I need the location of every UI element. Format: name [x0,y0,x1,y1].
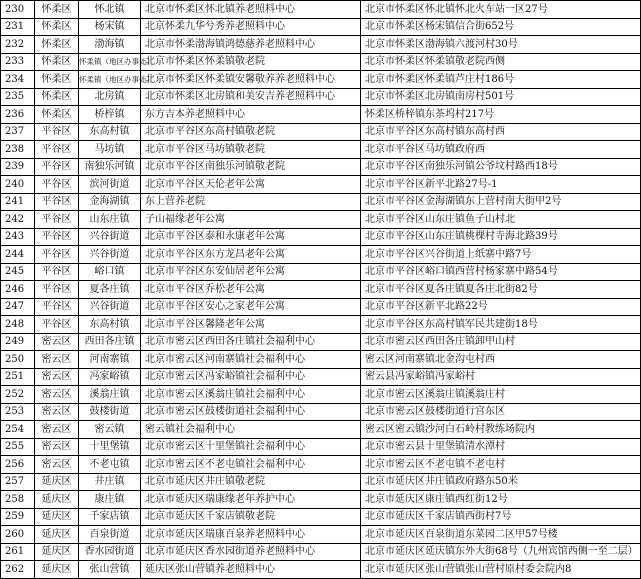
address-cell: 北京市密云区不老屯镇不老屯村 [361,456,641,474]
town-cell: 怀柔镇（地区办事处） [79,71,141,89]
town-cell: 金海湖镇 [79,193,141,211]
institution-name-cell: 北京市密云区不老屯镇社会福利中心 [141,456,361,474]
town-cell: 康庄镇 [79,491,141,509]
table-row [1,158,641,176]
table-row [1,281,641,299]
town-cell: 南独乐河镇 [79,158,141,176]
address-cell: 北京市延庆区千家店镇西街村7号 [361,508,641,526]
town-cell: 怀柔镇（地区办事处） [79,53,141,71]
district-cell: 密云区 [35,386,79,404]
institution-name-cell: 北京市密云区鼓楼街道社会福利中心 [141,403,361,421]
table-row [1,386,641,404]
town-cell: 千家店镇 [79,508,141,526]
town-cell: 峪口镇 [79,263,141,281]
row-number-cell: 254 [1,421,35,439]
institution-name-cell: 北京市平谷区南独乐河镇敬老院 [141,158,361,176]
institution-name-cell: 子山福缘老年公寓 [141,211,361,229]
table-row [1,36,641,54]
table-row [1,368,641,386]
table-row [1,228,641,246]
institution-name-cell: 北京市怀柔渤海镇鸿德慈养老照料中心 [141,36,361,54]
table-row [1,246,641,264]
district-cell: 平谷区 [35,316,79,334]
table-row [1,403,641,421]
row-number-cell: 237 [1,123,35,141]
town-cell: 东高村镇 [79,316,141,334]
district-cell: 密云区 [35,421,79,439]
row-number-cell: 257 [1,473,35,491]
row-number-cell: 233 [1,53,35,71]
town-cell: 不老屯镇 [79,456,141,474]
institution-name-cell: 北京市平谷区天伦老年公寓 [141,176,361,194]
district-cell: 延庆区 [35,473,79,491]
district-cell: 平谷区 [35,123,79,141]
row-number-cell: 260 [1,526,35,544]
address-cell: 北京市怀柔区杨宋镇信合街652号 [361,18,641,36]
institution-name-cell: 北京市平谷区安心之家老年公寓 [141,298,361,316]
district-cell: 延庆区 [35,508,79,526]
institution-name-cell: 北京市延庆区瑞康百泉养老照料中心 [141,526,361,544]
table-row [1,421,641,439]
address-cell: 北京市密云区溪翁庄镇溪翁庄村 [361,386,641,404]
address-cell: 密云区密云镇沙河白石岭村教练场院内 [361,421,641,439]
table-row [1,351,641,369]
table-row [1,211,641,229]
row-number-cell: 248 [1,316,35,334]
institution-name-cell: 北京市密云区河南寨镇社会福利中心 [141,351,361,369]
town-cell: 兴谷街道 [79,228,141,246]
row-number-cell: 241 [1,193,35,211]
town-cell: 东高村镇 [79,123,141,141]
address-cell: 北京市密云县十里堡镇清水潭村 [361,438,641,456]
row-number-cell: 240 [1,176,35,194]
address-cell: 怀柔区桥梓镇东茶坞村217号 [361,106,641,124]
row-number-cell: 247 [1,298,35,316]
institution-name-cell: 北京市密云区西田各庄镇社会福利中心 [141,333,361,351]
town-cell: 香水园街道 [79,543,141,561]
institution-name-cell: 北京市延庆区千家店镇敬老院 [141,508,361,526]
town-cell: 杨宋镇 [79,18,141,36]
town-cell: 兴谷街道 [79,298,141,316]
district-cell: 怀柔区 [35,53,79,71]
district-cell: 平谷区 [35,176,79,194]
town-cell: 井庄镇 [79,473,141,491]
district-cell: 平谷区 [35,158,79,176]
row-number-cell: 255 [1,438,35,456]
address-cell: 北京市平谷区山东庄镇桃棵村寺海北路39号 [361,228,641,246]
town-cell: 马坊镇 [79,141,141,159]
row-number-cell: 262 [1,561,35,579]
district-cell: 密云区 [35,368,79,386]
address-cell: 密云区河南寨镇北金沟屯村西 [361,351,641,369]
row-number-cell: 230 [1,1,35,19]
row-number-cell: 243 [1,228,35,246]
town-cell: 山东庄镇 [79,211,141,229]
town-cell: 怀北镇 [79,1,141,19]
table-row [1,508,641,526]
address-cell: 北京市怀柔区北房镇南房村501号 [361,88,641,106]
address-cell: 北京市平谷区东高村镇军民共建街18号 [361,316,641,334]
address-cell: 北京市延庆区康庄镇西红街12号 [361,491,641,509]
table-row [1,491,641,509]
row-number-cell: 236 [1,106,35,124]
institution-name-cell: 东上营养老院 [141,193,361,211]
address-cell: 北京市平谷区峪口镇西营村杨家寨中路54号 [361,263,641,281]
address-cell: 北京市平谷区新平北路22号 [361,298,641,316]
town-cell: 鼓楼街道 [79,403,141,421]
town-cell: 滨河街道 [79,176,141,194]
row-number-cell: 258 [1,491,35,509]
institution-name-cell: 北京市平谷区东方龙昌老年公寓 [141,246,361,264]
address-cell: 北京市怀柔区怀北镇怀北火车站一区27号 [361,1,641,19]
table-row [1,106,641,124]
institution-name-cell: 北京市怀柔区怀柔镇安馨敬养养老照料中心 [141,71,361,89]
table-row [1,561,641,579]
town-cell: 冯家峪镇 [79,368,141,386]
district-cell: 怀柔区 [35,36,79,54]
address-cell: 北京市延庆区延庆镇东外大街68号（九州宾馆西侧一至二层） [361,543,641,561]
town-cell: 兴谷街道 [79,246,141,264]
address-cell: 密云县冯家峪镇冯家峪村 [361,368,641,386]
institution-name-cell: 北京市怀柔区怀北镇养老照料中心 [141,1,361,19]
district-cell: 平谷区 [35,263,79,281]
row-number-cell: 232 [1,36,35,54]
row-number-cell: 250 [1,351,35,369]
address-cell: 北京市延庆区百泉街道东菜园二区甲57号楼 [361,526,641,544]
institution-name-cell: 北京市延庆区香水园街道养老照料中心 [141,543,361,561]
institution-name-cell: 密云镇社会福利中心 [141,421,361,439]
town-cell: 密云镇 [79,421,141,439]
institution-name-cell: 北京市平谷区乔松老年公寓 [141,281,361,299]
row-number-cell: 259 [1,508,35,526]
table-row [1,263,641,281]
district-cell: 平谷区 [35,141,79,159]
row-number-cell: 249 [1,333,35,351]
district-cell: 密云区 [35,456,79,474]
institution-name-cell: 东方吉本养老照料中心 [141,106,361,124]
row-number-cell: 261 [1,543,35,561]
institution-name-cell: 北京市延庆区井庄镇敬老院 [141,473,361,491]
table-row [1,88,641,106]
table-row [1,298,641,316]
address-cell: 北京市平谷区兴谷街道上纸寨中路7号 [361,246,641,264]
address-cell: 北京市密云区鼓楼街道行宫东区 [361,403,641,421]
town-cell: 河南寨镇 [79,351,141,369]
row-number-cell: 256 [1,456,35,474]
institution-name-cell: 延庆区张山营镇养老照料中心 [141,561,361,579]
district-cell: 密云区 [35,333,79,351]
table-row [1,543,641,561]
row-number-cell: 238 [1,141,35,159]
row-number-cell: 252 [1,386,35,404]
district-cell: 密云区 [35,403,79,421]
address-cell: 北京市密云区西田各庄镇卸甲山村 [361,333,641,351]
table-row [1,526,641,544]
institution-name-cell: 北京市平谷区东安仙居老年公寓 [141,263,361,281]
row-number-cell: 246 [1,281,35,299]
district-cell: 平谷区 [35,246,79,264]
table-body [1,1,641,579]
institution-name-cell: 北京市密云区溪翁庄镇社会福利中心 [141,386,361,404]
table-row [1,1,641,19]
institution-name-cell: 北京怀柔九华兮秀养老照料中心 [141,18,361,36]
table-row [1,123,641,141]
table-row [1,193,641,211]
row-number-cell: 234 [1,71,35,89]
address-cell: 北京市怀柔区怀柔镇芦庄村186号 [361,71,641,89]
address-cell: 北京市怀柔区渤海镇六渡河村30号 [361,36,641,54]
table-row [1,18,641,36]
institution-name-cell: 北京市延庆区瑞康缘老年养护中心 [141,491,361,509]
town-cell: 百泉街道 [79,526,141,544]
row-number-cell: 245 [1,263,35,281]
town-cell: 渤海镇 [79,36,141,54]
institution-name-cell: 北京市平谷区东高村镇敬老院 [141,123,361,141]
institution-name-cell: 北京市平谷区马坊镇敬老院 [141,141,361,159]
town-cell: 桥梓镇 [79,106,141,124]
district-cell: 延庆区 [35,543,79,561]
district-cell: 怀柔区 [35,88,79,106]
town-cell: 溪翁庄镇 [79,386,141,404]
district-cell: 怀柔区 [35,18,79,36]
district-cell: 平谷区 [35,193,79,211]
table-row [1,71,641,89]
district-cell: 平谷区 [35,228,79,246]
institution-name-cell: 北京市怀柔区北房镇和美安吉养老照料中心 [141,88,361,106]
district-cell: 延庆区 [35,526,79,544]
district-cell: 平谷区 [35,211,79,229]
district-cell: 平谷区 [35,298,79,316]
table-row [1,53,641,71]
address-cell: 北京市平谷区南独乐河镇公爷坟村路西18号 [361,158,641,176]
town-cell: 西田各庄镇 [79,333,141,351]
row-number-cell: 231 [1,18,35,36]
row-number-cell: 244 [1,246,35,264]
address-cell: 北京市延庆区张山营镇张山营村原村委会院内8 [361,561,641,579]
row-number-cell: 235 [1,88,35,106]
district-cell: 密云区 [35,438,79,456]
district-cell: 怀柔区 [35,1,79,19]
institution-name-cell: 北京市平谷区泰和永康老年公寓 [141,228,361,246]
town-cell: 北房镇 [79,88,141,106]
table-row [1,141,641,159]
row-number-cell: 253 [1,403,35,421]
row-number-cell: 239 [1,158,35,176]
row-number-cell: 242 [1,211,35,229]
row-number-cell: 251 [1,368,35,386]
district-cell: 延庆区 [35,491,79,509]
table-row [1,176,641,194]
town-cell: 张山营镇 [79,561,141,579]
district-cell: 延庆区 [35,561,79,579]
town-cell: 夏各庄镇 [79,281,141,299]
table-row [1,473,641,491]
table-row [1,438,641,456]
institution-name-cell: 北京市密云区冯家峪镇社会福利中心 [141,368,361,386]
institution-name-cell: 北京市密云区十里堡镇社会福利中心 [141,438,361,456]
address-cell: 北京市平谷区夏各庄镇夏各庄北街82号 [361,281,641,299]
address-cell: 北京市平谷区山东庄镇鱼子山村北 [361,211,641,229]
address-cell: 北京市平谷区马坊镇政府西 [361,141,641,159]
district-cell: 平谷区 [35,281,79,299]
district-cell: 怀柔区 [35,106,79,124]
institution-name-cell: 北京市平谷区馨隆老年公寓 [141,316,361,334]
address-cell: 北京市平谷区新平北路27号-1 [361,176,641,194]
district-cell: 怀柔区 [35,71,79,89]
table-row [1,456,641,474]
table-row [1,316,641,334]
address-cell: 北京市怀柔区怀柔镇敬老院西侧 [361,53,641,71]
town-cell: 十里堡镇 [79,438,141,456]
address-cell: 北京市延庆区井庄镇政府路东50米 [361,473,641,491]
table-row [1,333,641,351]
address-cell: 北京市平谷区东高村镇东高村西 [361,123,641,141]
district-cell: 密云区 [35,351,79,369]
address-cell: 北京市平谷区金海湖镇东上营村南大街甲2号 [361,193,641,211]
institution-name-cell: 北京市怀柔区怀柔镇敬老院 [141,53,361,71]
